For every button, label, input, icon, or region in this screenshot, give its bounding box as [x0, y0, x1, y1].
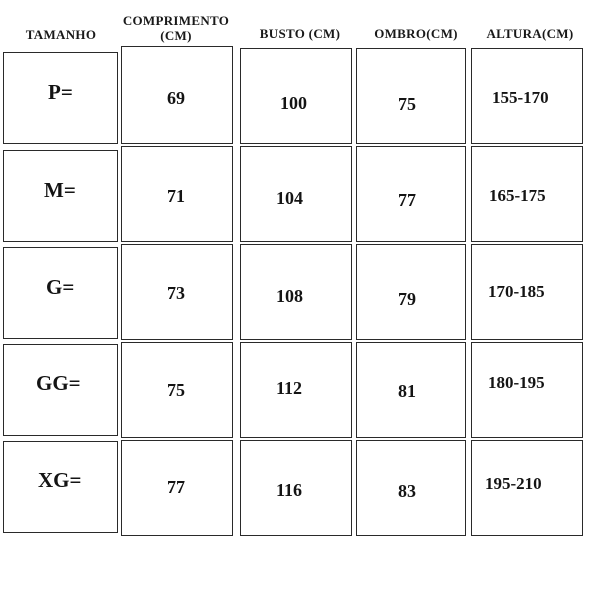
row-value-busto: 100 — [280, 93, 307, 113]
row-value-comprimento: 75 — [167, 380, 185, 400]
row-size-label: GG= — [36, 371, 81, 395]
column-header-ombro-label: OMBRO(CM) — [374, 26, 458, 41]
column-header-altura-label: ALTURA(CM) — [486, 26, 574, 41]
row-value-busto: 108 — [276, 286, 303, 306]
column-header-altura — [466, 27, 594, 42]
row-value-ombro: 83 — [398, 481, 416, 501]
row-size-label: P= — [48, 80, 73, 104]
row-size-label: G= — [46, 275, 75, 299]
row-value-comprimento: 73 — [167, 283, 185, 303]
column-header-tamanho-label: TAMANHO — [25, 27, 97, 42]
row-size-label: XG= — [38, 468, 82, 492]
row-size-label: M= — [44, 178, 76, 202]
row-value-altura: 155-170 — [492, 88, 549, 107]
row-value-ombro: 79 — [398, 289, 416, 309]
row-value-ombro: 75 — [398, 94, 416, 114]
column-header-busto-label: BUSTO (CM) — [259, 26, 341, 41]
row-value-ombro: 77 — [398, 190, 416, 210]
row-value-busto: 116 — [276, 480, 303, 500]
column-header-ombro — [352, 27, 480, 42]
row-value-comprimento: 71 — [167, 186, 185, 206]
row-value-altura: 170-185 — [488, 282, 545, 301]
column-header-comprimento-label: COMPRIMENTO — [122, 13, 230, 28]
row-value-busto: 112 — [276, 378, 303, 398]
row-value-ombro: 81 — [398, 381, 416, 401]
column-header-comprimento-unit: (CM) — [160, 27, 192, 43]
column-header-comprimento — [110, 14, 242, 44]
row-value-altura: 165-175 — [489, 186, 546, 205]
row-value-busto: 104 — [276, 188, 303, 208]
row-value-altura: 180-195 — [488, 373, 545, 392]
table-header-row — [0, 0, 600, 50]
column-header-tamanho — [2, 28, 120, 43]
row-value-comprimento: 77 — [167, 477, 185, 497]
row-value-altura: 195-210 — [485, 474, 542, 493]
column-header-busto — [236, 27, 364, 42]
row-value-comprimento: 69 — [167, 88, 185, 108]
